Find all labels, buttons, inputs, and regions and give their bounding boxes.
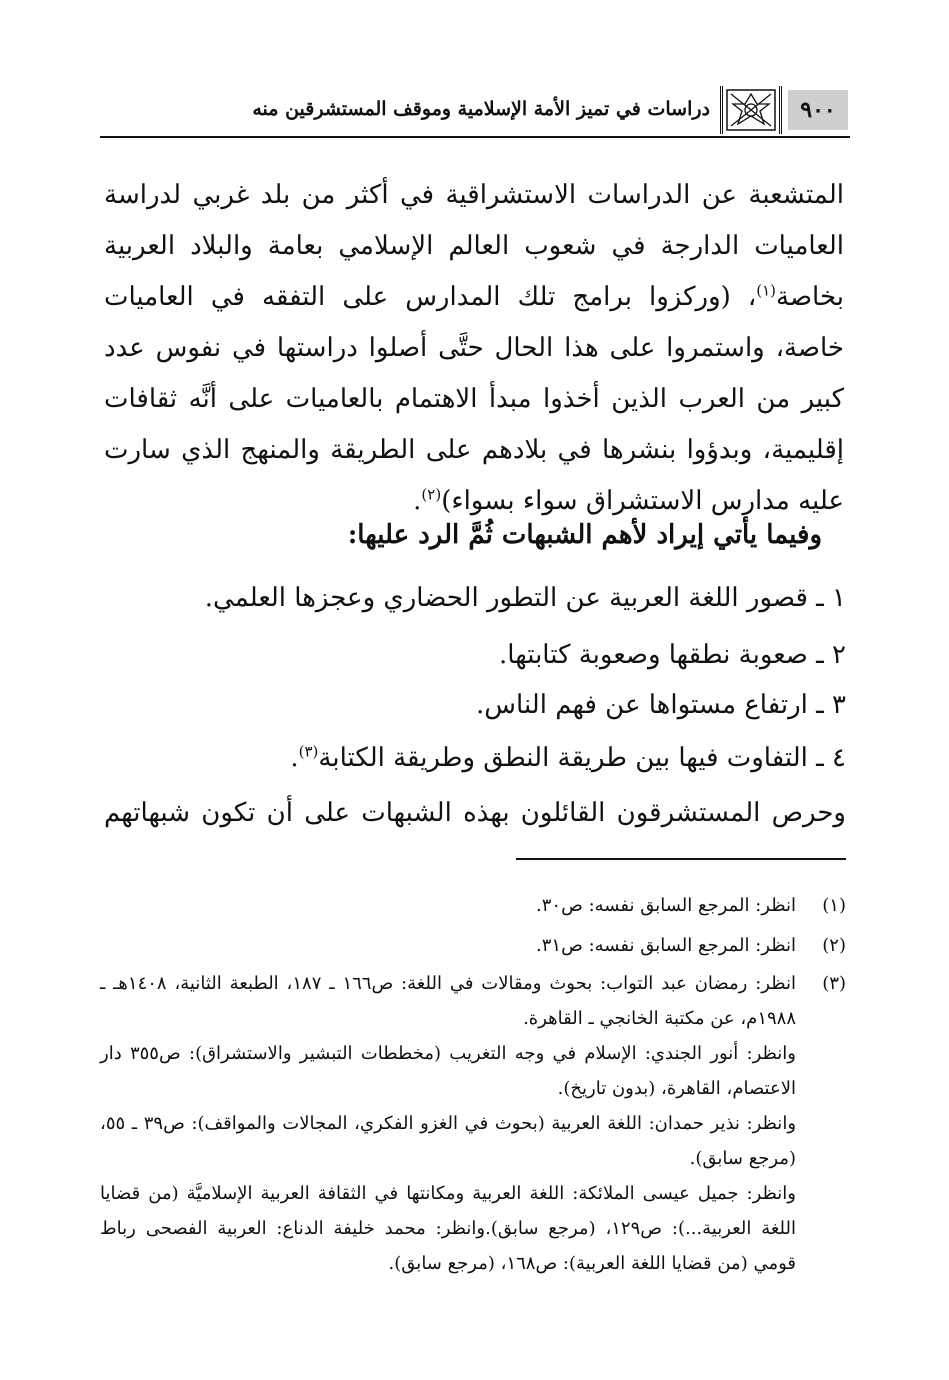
- footnote-marker: (٢): [822, 935, 846, 956]
- footnote-text: انظر: المرجع السابق نفسه: ص٣٠.: [536, 895, 796, 916]
- header-rule: [100, 136, 850, 138]
- ornament-icon: [720, 86, 782, 134]
- footnote-text: انظر: رمضان عبد التواب: بحوث ومقالات في اللغة: ص١٦٦ ـ ١٨٧، الطبعة الثانية، ١٤٠٨هـ ـ ١٩٨٨م، عن مكتبة الخانجي ـ القاهرة.: [100, 973, 796, 1029]
- list-item: [104, 640, 846, 670]
- footnote: [100, 928, 846, 963]
- paragraph-end: .: [413, 486, 422, 516]
- list-item-text: ٢ ـ صعوبة نطقها وصعوبة كتابتها.: [499, 640, 846, 670]
- footnote-text: وانظر: نذير حمدان: اللغة العربية (بحوث في الغزو الفكري، المجالات والمواقف): ص٣٩ ـ ٥٥، (مرجع سابق).: [100, 1113, 797, 1169]
- footnote: [100, 966, 846, 1281]
- list-item: [104, 690, 846, 720]
- body-paragraph: [104, 170, 844, 527]
- paragraph-text-2: ، (وركزوا برامج تلك المدارس على التفقه في العاميات خاصة، واستمروا على هذا الحال حتَّى أصلوا دراستها في نفوس عدد كبير من العرب الذين أخذوا مبدأ الاهتمام بالعاميات على أنَّه ثقافات إقليمية، وبدؤوا بنشرها في بلادهم على الطريقة والمنهج الذي سارت عليه مدارس الاستشراق سواء بسواء): [104, 282, 844, 516]
- footnote-ref-1[interactable]: (١): [756, 281, 777, 300]
- list-item-text: ٣ ـ ارتفاع مستواها عن فهم الناس.: [476, 690, 846, 720]
- footnote: [100, 888, 846, 923]
- list-item: [104, 743, 846, 773]
- footnote-ref-3[interactable]: (٣): [298, 742, 319, 761]
- footnote-marker: (٣): [822, 973, 846, 994]
- footnote-rule: [516, 858, 846, 860]
- footnote-text: انظر: المرجع السابق نفسه: ص٣١.: [536, 935, 796, 956]
- page-header: [100, 86, 850, 138]
- footnote-marker: (١): [822, 895, 846, 916]
- list-item-text: ١ ـ قصور اللغة العربية عن التطور الحضاري وعجزها العلمي.: [204, 583, 846, 613]
- running-title: دراسات في تميز الأمة الإسلامية وموقف المستشرقين منه: [252, 98, 710, 120]
- list-item-end: .: [290, 743, 299, 773]
- closing-line: وحرص المستشرقون القائلون بهذه الشبهات على أن تكون شبهاتهم: [104, 798, 846, 828]
- footnote-text: وانظر: جميل عيسى الملائكة: اللغة العربية ومكانتها في الثقافة العربية الإسلاميَّة (من قضايا اللغة العربية...): ص١٢٩، (مرجع سابق).وانظر: محمد خليفة الدناع: العربية الفصحى رباط قومي (من قضايا اللغة العربية): ص١٦٨، (مرجع سابق).: [100, 1183, 796, 1274]
- page-number: ٩٠٠: [788, 90, 848, 130]
- paragraph-text-1: المتشعبة عن الدراسات الاستشراقية في أكثر من بلد غربي لدراسة العاميات الدارجة في شعوب العالم الإسلامي بعامة والبلاد العربية بخاصة: [104, 180, 844, 312]
- list-item-text: ٤ ـ التفاوت فيها بين طريقة النطق وطريقة الكتابة: [318, 743, 846, 773]
- footnote-text: وانظر: أنور الجندي: الإسلام في وجه التغريب (مخططات التبشير والاستشراق): ص٣٥٥ دار الاعتصام، القاهرة، (بدون تاريخ).: [100, 1043, 796, 1099]
- section-lead: وفيما يأتي إيراد لأهم الشبهات ثُمَّ الرد عليها:: [347, 520, 822, 550]
- list-item: [104, 583, 846, 613]
- footnote-ref-2[interactable]: (٢): [421, 485, 442, 504]
